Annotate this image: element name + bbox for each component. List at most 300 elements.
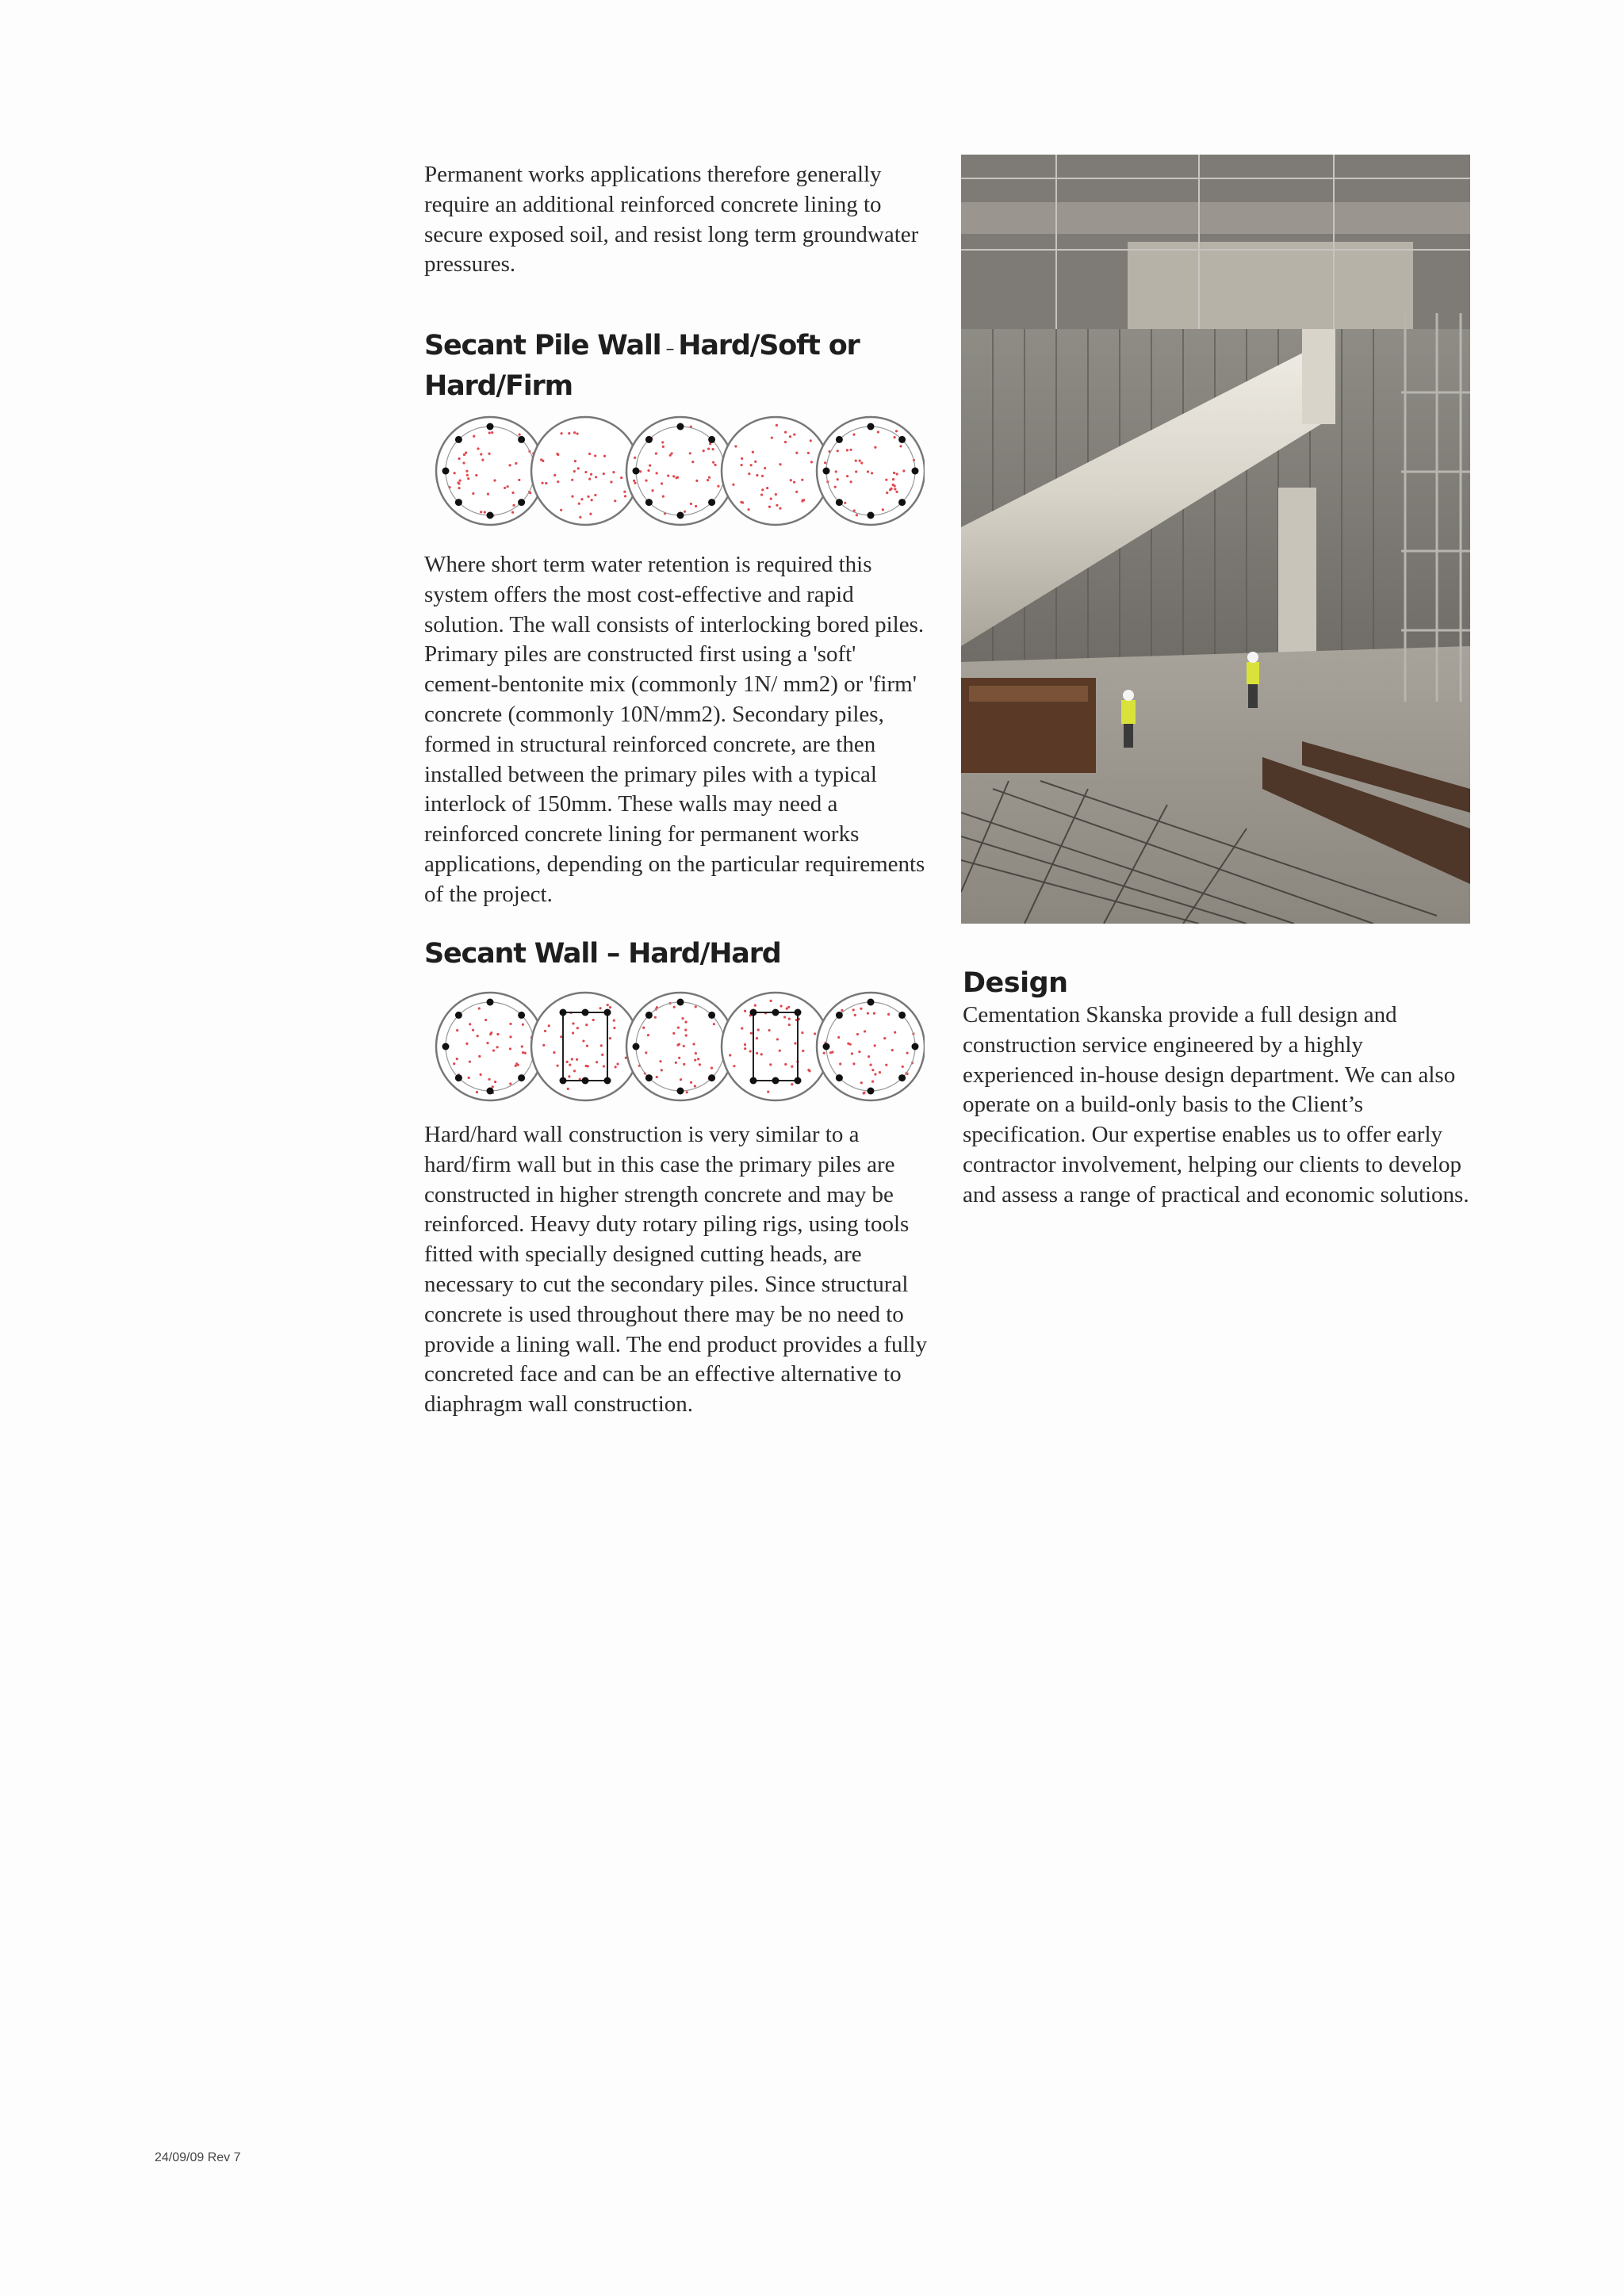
rebar-bar	[582, 1009, 589, 1016]
aggregate-dot	[456, 1058, 458, 1060]
aggregate-dot	[580, 498, 583, 500]
aggregate-dot	[686, 1091, 688, 1093]
aggregate-dot	[508, 464, 511, 466]
aggregate-dot	[511, 511, 514, 514]
aggregate-dot	[585, 1065, 588, 1067]
aggregate-dot	[595, 476, 597, 478]
aggregate-dot	[750, 1032, 753, 1035]
aggregate-dot	[569, 1064, 571, 1066]
aggregate-dot	[649, 465, 651, 467]
aggregate-dot	[850, 480, 852, 483]
aggregate-dot	[740, 464, 742, 466]
primary-pile	[817, 417, 925, 525]
aggregate-dot	[684, 1021, 687, 1024]
heading-dash: –	[665, 339, 674, 359]
aggregate-dot	[697, 1058, 699, 1060]
aggregate-dot	[488, 453, 490, 455]
aggregate-dot	[568, 432, 570, 434]
aggregate-dot	[673, 1006, 676, 1008]
aggregate-dot	[851, 1052, 853, 1054]
section-heading-hard-hard: Secant Wall – Hard/Hard	[424, 938, 781, 970]
aggregate-dot	[645, 1051, 647, 1054]
aggregate-dot	[871, 472, 873, 474]
aggregate-dot	[560, 509, 562, 511]
aggregate-dot	[849, 1043, 852, 1046]
aggregate-dot	[572, 1031, 574, 1034]
aggregate-dot	[899, 445, 902, 447]
aggregate-dot	[576, 432, 579, 434]
aggregate-dot	[814, 1032, 816, 1035]
aggregate-dot	[869, 1064, 871, 1066]
aggregate-dot	[670, 452, 672, 454]
aggregate-dot	[744, 1047, 746, 1050]
aggregate-dot	[744, 1010, 746, 1012]
aggregate-dot	[754, 461, 756, 463]
aggregate-dot	[578, 503, 580, 505]
aggregate-dot	[599, 1007, 602, 1009]
aggregate-dot	[509, 1047, 511, 1050]
aggregate-dot	[594, 494, 596, 496]
aggregate-dot	[717, 485, 719, 488]
aggregate-dot	[779, 1050, 781, 1052]
aggregate-dot	[557, 480, 559, 483]
aggregate-dot	[882, 508, 884, 511]
aggregate-dot	[656, 1076, 658, 1078]
aggregate-dot	[690, 503, 692, 505]
aggregate-dot	[795, 491, 798, 493]
aggregate-dot	[493, 479, 496, 481]
aggregate-dot	[591, 499, 593, 501]
aggregate-dot	[771, 437, 773, 439]
aggregate-dot	[472, 492, 474, 495]
aggregate-dot	[556, 453, 558, 455]
aggregate-dot	[573, 431, 576, 434]
aggregate-dot	[465, 1043, 468, 1045]
aggregate-dot	[522, 1051, 524, 1054]
aggregate-dot	[767, 1091, 769, 1093]
aggregate-dot	[571, 496, 573, 498]
aggregate-dot	[852, 434, 855, 436]
aggregate-dot	[494, 1081, 496, 1083]
primary-pile	[436, 417, 544, 525]
pile-outline	[626, 993, 734, 1100]
aggregate-dot	[788, 1024, 791, 1026]
aggregate-dot	[906, 1052, 909, 1054]
aggregate-dot	[574, 460, 576, 462]
aggregate-dot	[784, 441, 787, 443]
rebar-bar	[836, 1012, 843, 1019]
primary-pile	[626, 417, 734, 525]
aggregate-dot	[695, 1005, 697, 1008]
aggregate-dot	[589, 513, 592, 515]
aggregate-dot	[478, 1055, 481, 1058]
aggregate-dot	[837, 478, 839, 480]
aggregate-dot	[855, 470, 857, 473]
aggregate-dot	[676, 1043, 679, 1046]
aggregate-dot	[588, 453, 591, 455]
rebar-bar	[604, 1077, 611, 1085]
aggregate-dot	[699, 1063, 701, 1066]
aggregate-dot	[860, 1008, 862, 1010]
aggregate-dot	[542, 1044, 545, 1047]
aggregate-dot	[480, 1073, 482, 1076]
aggregate-dot	[885, 479, 887, 481]
aggregate-dot	[469, 1061, 471, 1063]
aggregate-dot	[473, 435, 475, 438]
construction-site-photo	[961, 155, 1470, 924]
aggregate-dot	[760, 493, 763, 496]
aggregate-dot	[834, 486, 837, 488]
primary-pile	[436, 993, 544, 1100]
aggregate-dot	[655, 472, 657, 474]
aggregate-dot	[856, 514, 858, 516]
aggregate-dot	[839, 1062, 841, 1065]
aggregate-dot	[867, 1012, 869, 1014]
aggregate-dot	[561, 432, 563, 434]
aggregate-dot	[895, 430, 898, 432]
aggregate-dot	[844, 502, 846, 504]
aggregate-dot	[776, 424, 778, 427]
aggregate-dot	[896, 473, 898, 475]
aggregate-dot	[465, 470, 468, 473]
aggregate-dot	[458, 457, 460, 460]
aggregate-dot	[694, 1085, 696, 1087]
aggregate-dot	[689, 452, 691, 454]
secondary-pile	[722, 993, 829, 1100]
aggregate-dot	[639, 470, 642, 473]
rebar-bar	[633, 468, 640, 475]
aggregate-dot	[509, 1023, 511, 1025]
rebar-bar	[836, 1074, 843, 1081]
rebar-bar	[560, 1077, 567, 1085]
aggregate-dot	[677, 1027, 680, 1029]
aggregate-dot	[849, 449, 852, 451]
aggregate-dot	[645, 480, 647, 482]
aggregate-dot	[518, 479, 520, 481]
aggregate-dot	[567, 1088, 569, 1090]
aggregate-dot	[810, 439, 812, 442]
aggregate-dot	[685, 1034, 688, 1036]
aggregate-dot	[879, 1071, 881, 1073]
aggregate-dot	[760, 1053, 763, 1055]
aggregate-dot	[683, 1063, 685, 1066]
aggregate-dot	[596, 1061, 598, 1063]
aggregate-dot	[662, 496, 665, 498]
aggregate-dot	[786, 1008, 788, 1010]
secondary-pile	[531, 417, 639, 525]
aggregate-dot	[600, 1044, 603, 1047]
rebar-bar	[912, 468, 919, 475]
rebar-bar	[604, 1009, 611, 1016]
aggregate-dot	[712, 461, 714, 464]
rebar-bar	[898, 1012, 906, 1019]
heading-rest: Hard/Soft or Hard/Firm	[424, 330, 860, 402]
aggregate-dot	[860, 461, 863, 464]
aggregate-dot	[676, 476, 678, 479]
aggregate-dot	[509, 1082, 511, 1085]
aggregate-dot	[553, 474, 556, 476]
aggregate-dot	[891, 1049, 894, 1051]
rebar-bar	[455, 1012, 462, 1019]
aggregate-dot	[588, 478, 591, 480]
aggregate-dot	[703, 450, 705, 452]
aggregate-dot	[859, 459, 861, 461]
aggregate-dot	[481, 459, 484, 461]
rebar-bar	[708, 1074, 715, 1081]
aggregate-dot	[517, 1064, 519, 1066]
aggregate-dot	[603, 455, 606, 457]
rebar-bar	[455, 1074, 462, 1081]
aggregate-dot	[695, 480, 698, 482]
aggregate-dot	[603, 473, 605, 475]
aggregate-dot	[684, 511, 686, 513]
aggregate-dot	[764, 467, 766, 469]
aggregate-dot	[808, 1070, 810, 1072]
aggregate-dot	[519, 434, 521, 436]
pile-outline	[436, 993, 544, 1100]
aggregate-dot	[791, 1083, 793, 1085]
aggregate-dot	[694, 1059, 696, 1062]
rebar-bar	[868, 512, 875, 519]
rebar-bar	[487, 1088, 494, 1095]
aggregate-dot	[756, 474, 758, 476]
aggregate-dot	[802, 499, 804, 502]
aggregate-dot	[886, 492, 888, 494]
aggregate-dot	[509, 1035, 511, 1038]
aggregate-dot	[485, 1019, 487, 1021]
aggregate-dot	[579, 516, 581, 519]
aggregate-dot	[572, 1022, 574, 1024]
aggregate-dot	[458, 487, 460, 489]
aggregate-dot	[776, 1038, 779, 1040]
aggregate-dot	[750, 464, 753, 466]
design-heading: Design	[963, 967, 1068, 999]
aggregate-dot	[659, 1060, 661, 1062]
aggregate-dot	[831, 1051, 833, 1054]
rebar-bar	[868, 999, 875, 1006]
aggregate-dot	[465, 451, 467, 453]
rebar-bar	[772, 1009, 779, 1016]
aggregate-dot	[893, 472, 895, 474]
aggregate-dot	[744, 1043, 746, 1046]
aggregate-dot	[860, 1081, 863, 1084]
rebar-bar	[677, 512, 684, 519]
aggregate-dot	[468, 1077, 470, 1079]
aggregate-dot	[856, 1033, 859, 1035]
aggregate-dot	[541, 482, 543, 484]
aggregate-dot	[793, 481, 795, 484]
aggregate-dot	[560, 1035, 562, 1038]
aggregate-dot	[692, 1043, 695, 1045]
aggregate-dot	[613, 1020, 615, 1022]
aggregate-dot	[780, 1004, 783, 1007]
aggregate-dot	[480, 453, 482, 455]
rebar-bar	[455, 436, 462, 443]
aggregate-dot	[741, 457, 743, 460]
rebar-bar	[633, 1043, 640, 1050]
aggregate-dot	[858, 1050, 860, 1053]
aggregate-dot	[837, 450, 839, 452]
aggregate-dot	[573, 470, 576, 473]
aggregate-dot	[779, 507, 781, 510]
aggregate-dot	[748, 508, 750, 511]
secant-pile-hard-hard-diagram	[435, 989, 925, 1104]
aggregate-dot	[667, 474, 669, 476]
aggregate-dot	[868, 1055, 870, 1058]
aggregate-dot	[642, 1027, 645, 1029]
aggregate-dot	[466, 474, 469, 476]
aggregate-dot	[749, 1050, 752, 1052]
aggregate-dot	[586, 1045, 588, 1047]
aggregate-dot	[573, 1070, 576, 1072]
aggregate-dot	[873, 1012, 875, 1015]
aggregate-dot	[756, 1037, 758, 1039]
rebar-bar	[518, 436, 525, 443]
aggregate-dot	[467, 477, 469, 480]
aggregate-dot	[801, 479, 803, 481]
rebar-bar	[645, 1012, 653, 1019]
aggregate-dot	[894, 488, 896, 490]
aggregate-dot	[757, 1028, 760, 1031]
rebar-bar	[795, 1009, 802, 1016]
aggregate-dot	[624, 495, 626, 497]
aggregate-dot	[603, 1065, 605, 1067]
rebar-bar	[750, 1009, 757, 1016]
aggregate-dot	[515, 462, 517, 465]
aggregate-dot	[472, 1029, 474, 1031]
rebar-bar	[836, 436, 843, 443]
aggregate-dot	[887, 1013, 890, 1016]
aggregate-dot	[754, 1004, 756, 1007]
aggregate-dot	[846, 475, 848, 477]
aggregate-dot	[824, 461, 826, 464]
aggregate-dot	[707, 447, 710, 450]
rebar-bar	[442, 1043, 450, 1050]
aggregate-dot	[680, 1078, 682, 1081]
aggregate-dot	[486, 1042, 488, 1044]
aggregate-dot	[802, 1050, 804, 1052]
rebar-bar	[898, 1074, 906, 1081]
aggregate-dot	[788, 1017, 791, 1020]
aggregate-dot	[871, 1069, 874, 1071]
intro-paragraph: Permanent works applications therefore generally require an additional reinforced concrete lining to secure exposed soil, and resist long term groundwater pressures.	[424, 162, 919, 277]
aggregate-dot	[852, 1062, 855, 1065]
aggregate-dot	[584, 471, 587, 473]
aggregate-dot	[453, 1062, 455, 1065]
aggregate-dot	[647, 469, 649, 472]
rebar-bar	[455, 499, 462, 506]
aggregate-dot	[476, 1091, 478, 1093]
aggregate-dot	[874, 446, 876, 449]
aggregate-dot	[661, 1069, 663, 1071]
rebar-bar	[518, 1074, 525, 1081]
pile-outline	[531, 417, 639, 525]
aggregate-dot	[863, 1092, 865, 1094]
rebar-bar	[442, 468, 450, 475]
aggregate-dot	[456, 1029, 458, 1031]
rebar-bar	[677, 999, 684, 1006]
rebar-bar	[898, 499, 906, 506]
aggregate-dot	[491, 431, 493, 434]
aggregate-dot	[852, 1008, 855, 1011]
aggregate-dot	[741, 1027, 743, 1029]
aggregate-dot	[681, 1017, 684, 1020]
rebar-bar	[487, 999, 494, 1006]
aggregate-dot	[678, 1057, 680, 1059]
aggregate-dot	[478, 1007, 481, 1009]
aggregate-dot	[512, 504, 515, 507]
aggregate-dot	[507, 485, 509, 488]
aggregate-dot	[783, 1016, 786, 1018]
aggregate-dot	[795, 452, 798, 454]
aggregate-dot	[462, 461, 465, 464]
aggregate-dot	[582, 1039, 584, 1042]
aggregate-dot	[729, 1054, 731, 1056]
aggregate-dot	[707, 479, 709, 481]
aggregate-dot	[902, 469, 905, 472]
rebar-bar	[677, 1088, 684, 1095]
aggregate-dot	[768, 1029, 770, 1031]
pile-outline	[722, 417, 829, 525]
aggregate-dot	[892, 478, 894, 480]
rebar-bar	[645, 1074, 653, 1081]
aggregate-dot	[672, 1032, 675, 1035]
aggregate-dot	[571, 1058, 573, 1060]
aggregate-dot	[877, 430, 879, 433]
rebar-bar	[836, 499, 843, 506]
aggregate-dot	[540, 458, 542, 461]
aggregate-dot	[477, 447, 479, 450]
aggregate-dot	[779, 463, 781, 465]
aggregate-dot	[733, 1065, 735, 1067]
aggregate-dot	[823, 1052, 825, 1054]
rebar-bar	[487, 423, 494, 430]
aggregate-dot	[524, 1052, 527, 1054]
rebar-bar	[487, 512, 494, 519]
aggregate-dot	[544, 1030, 546, 1032]
rebar-bar	[518, 499, 525, 506]
aggregate-dot	[855, 460, 857, 462]
aggregate-dot	[585, 1024, 588, 1026]
aggregate-dot	[894, 436, 896, 438]
rebar-bar	[708, 499, 715, 506]
aggregate-dot	[590, 473, 592, 476]
aggregate-dot	[615, 1066, 617, 1068]
aggregate-dot	[655, 452, 657, 454]
aggregate-dot	[885, 1064, 887, 1066]
rebar-bar	[823, 468, 830, 475]
aggregate-dot	[895, 491, 898, 493]
aggregate-dot	[867, 470, 869, 473]
pile-outline	[817, 993, 925, 1100]
aggregate-dot	[488, 1078, 490, 1081]
aggregate-dot	[775, 493, 777, 496]
aggregate-dot	[484, 511, 486, 514]
aggregate-dot	[592, 1019, 595, 1021]
pile-outline	[722, 993, 829, 1100]
aggregate-dot	[741, 501, 744, 503]
aggregate-dot	[566, 1061, 569, 1063]
aggregate-dot	[459, 480, 462, 482]
pile-outline	[817, 417, 925, 525]
aggregate-dot	[695, 505, 697, 507]
aggregate-dot	[496, 1046, 499, 1048]
aggregate-dot	[793, 433, 795, 435]
aggregate-dot	[487, 492, 489, 495]
pile-outline	[626, 417, 734, 525]
aggregate-dot	[894, 1031, 896, 1034]
aggregate-dot	[553, 1051, 555, 1054]
